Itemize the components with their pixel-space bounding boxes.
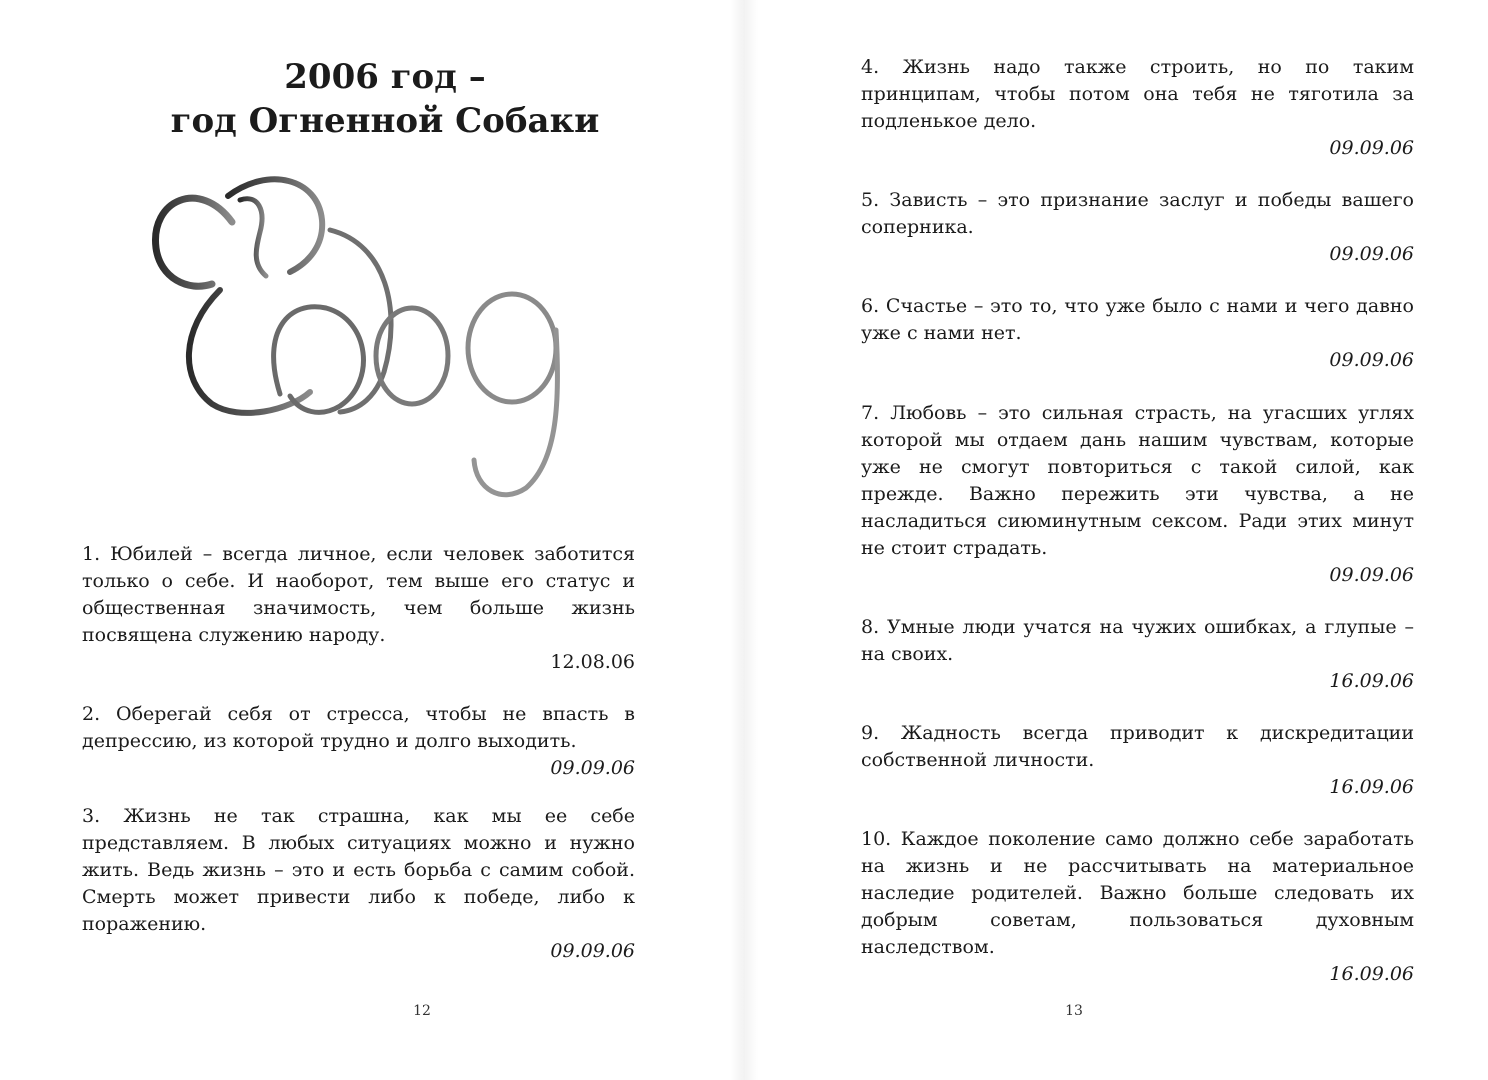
right-page: [744, 0, 1488, 1080]
dog-logo: [140, 160, 580, 500]
page-title-line-2: год Огненной Собаки: [170, 101, 600, 141]
dog-head-stroke: [156, 198, 232, 286]
aphorism-entry-8: [861, 614, 1414, 695]
aphorism-entry-9: [861, 720, 1414, 801]
aphorism-date: 09.09.06: [550, 940, 635, 962]
letter-g-bowl-stroke: [468, 294, 556, 402]
aphorism-text: 9. Жадность всегда приводит к дискредитации собственной личности.: [861, 722, 1414, 771]
dog-ear-inner-stroke: [240, 199, 266, 276]
aphorism-date: 16.09.06: [1329, 670, 1414, 692]
aphorism-entry-2: [82, 701, 635, 782]
aphorism-text: 6. Счастье – это то, что уже было с нами и чего давно уже с нами нет.: [861, 295, 1414, 344]
aphorism-entry-7: [861, 400, 1414, 589]
aphorism-entry-5: [861, 187, 1414, 268]
aphorism-date: 09.09.06: [1329, 349, 1414, 371]
aphorism-entry-4: [861, 54, 1414, 162]
aphorism-date: 09.09.06: [1329, 564, 1414, 586]
aphorism-date: 16.09.06: [1329, 776, 1414, 798]
aphorism-text: 1. Юбилей – всегда личное, если человек заботится только о себе. И наоборот, тем выше его статус и общественная значимость, чем больше жизнь посвящена служению народу.: [82, 543, 635, 646]
aphorism-date: 12.08.06: [550, 651, 635, 673]
aphorism-text: 3. Жизнь не так страшна, как мы ее себе представляем. В любых ситуациях можно и нужно жить. Ведь жизнь – это и есть борьба с самим собой. Смерть может привести либо к победе, либо к поражению.: [82, 805, 635, 935]
aphorism-text: 7. Любовь – это сильная страсть, на угасших углях которой мы отдаем дань нашим чувствам, которые уже не смогут повториться с такой силой, как прежде. Важно пережить эти чувства, а не насладиться сиюминутным сексом. Ради этих минут не стоит страдать.: [861, 402, 1414, 559]
aphorism-date: 09.09.06: [1329, 137, 1414, 159]
aphorism-text: 8. Умные люди учатся на чужих ошибках, а глупые – на своих.: [861, 616, 1414, 665]
page-title-line-1: 2006 год –: [284, 57, 486, 97]
page-number: 12: [413, 1003, 431, 1019]
aphorism-entry-10: [861, 826, 1414, 988]
aphorism-text: 5. Зависть – это признание заслуг и победы вашего соперника.: [861, 189, 1414, 238]
aphorism-entry-6: [861, 293, 1414, 374]
dog-ear-stroke: [228, 179, 322, 272]
aphorism-date: 09.09.06: [1329, 243, 1414, 265]
aphorism-date: 09.09.06: [550, 757, 635, 779]
aphorism-entry-1: [82, 541, 635, 676]
letter-g-tail-stroke: [474, 330, 558, 495]
aphorism-text: 10. Каждое поколение само должно себе заработать на жизнь и не рассчитывать на материальное наследие родителей. Важно больше следовать их добрым советам, пользоваться духовным наследством.: [861, 828, 1414, 958]
aphorism-date: 16.09.06: [1329, 963, 1414, 985]
aphorism-text: 4. Жизнь надо также строить, но по таким принципам, чтобы потом она тебя не тяготила за подленькое дело.: [861, 56, 1414, 132]
letter-d-stroke: [274, 307, 364, 413]
aphorism-text: 2. Оберегай себя от стресса, чтобы не впасть в депрессию, из которой трудно и долго выходить.: [82, 703, 635, 752]
aphorism-entry-3: [82, 803, 635, 965]
page-number: 13: [1065, 1003, 1083, 1019]
